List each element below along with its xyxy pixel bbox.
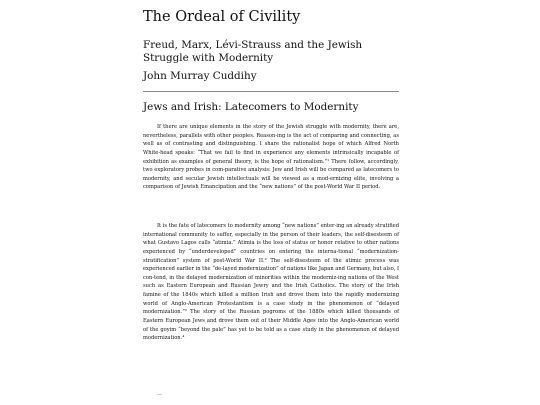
author-name: John Murray Cuddihy: [143, 70, 257, 82]
book-title: The Ordeal of Civility: [143, 9, 301, 25]
document-page: [143, 0, 399, 405]
body-paragraph-1: If there are unique elements in the story of the Jewish struggle with modernity, there are, nevertheless, parallels with other peoples. Reason-ing is the act of comparing and connecting, as well as of contrasting and distinguishing. I share the rationalist hope of which Alfred North White-head speaks: “That we fail to find in experience any elements intrinsically incapable of exhibition as examples of general theory, is the hope of rationalism.”¹ There follow, accordingly, two exploratory probes in com-parative analysis: Jew and Irish will be compared as latecomers to modernity, and secular Jewish intellectuals will be viewed as a mod-ernizing elite, involving a comparison of Jewish Emancipation and the “new nations” of the post-World War II period.: [143, 124, 399, 191]
book-subtitle: Freud, Marx, Lévi-Strauss and the Jewish Struggle with Modernity: [143, 39, 363, 64]
horizontal-divider: [143, 91, 399, 92]
body-paragraph-2: It is the fate of latecomers to modernity among “new nations” enter-ing an already stratified international community to suffer, especially in the person of their leaders, the self-disesteem of what Gustavo Lagos calls “atimia.” Atimia is the loss of status or honor relative to other nations experienced by “underdeveloped” countries on entering the interna-tional “modernization-stratification” system of post-World War II.² The self-disesteem of the atimic process was experienced earlier in the “de-layed modernization” of nations like Japan and Germany, but also, I con-tend, in the delayed modernization of minorities within the moderniz-ing nations of the West such as Eastern European and Russian Jewry and the Irish Catholics. The story of the Irish famine of the 1840s which killed a million Irish and drove them into the rapidly modernizing world of Anglo-American Protestantism is a case study in the phenomenon of “delayed modernization.”³ The story of the Russian pogroms of the 1880s which killed thousands of Eastern European Jews and drove them out of their Middle Ages into the Anglo-American world of the goyim “beyond the pale” has yet to be told as a case study in the phenomenon of delayed modernization.⁴: [143, 223, 399, 342]
chapter-title: Jews and Irish: Latecomers to Modernity: [143, 101, 359, 113]
end-mark: —: [157, 392, 162, 398]
